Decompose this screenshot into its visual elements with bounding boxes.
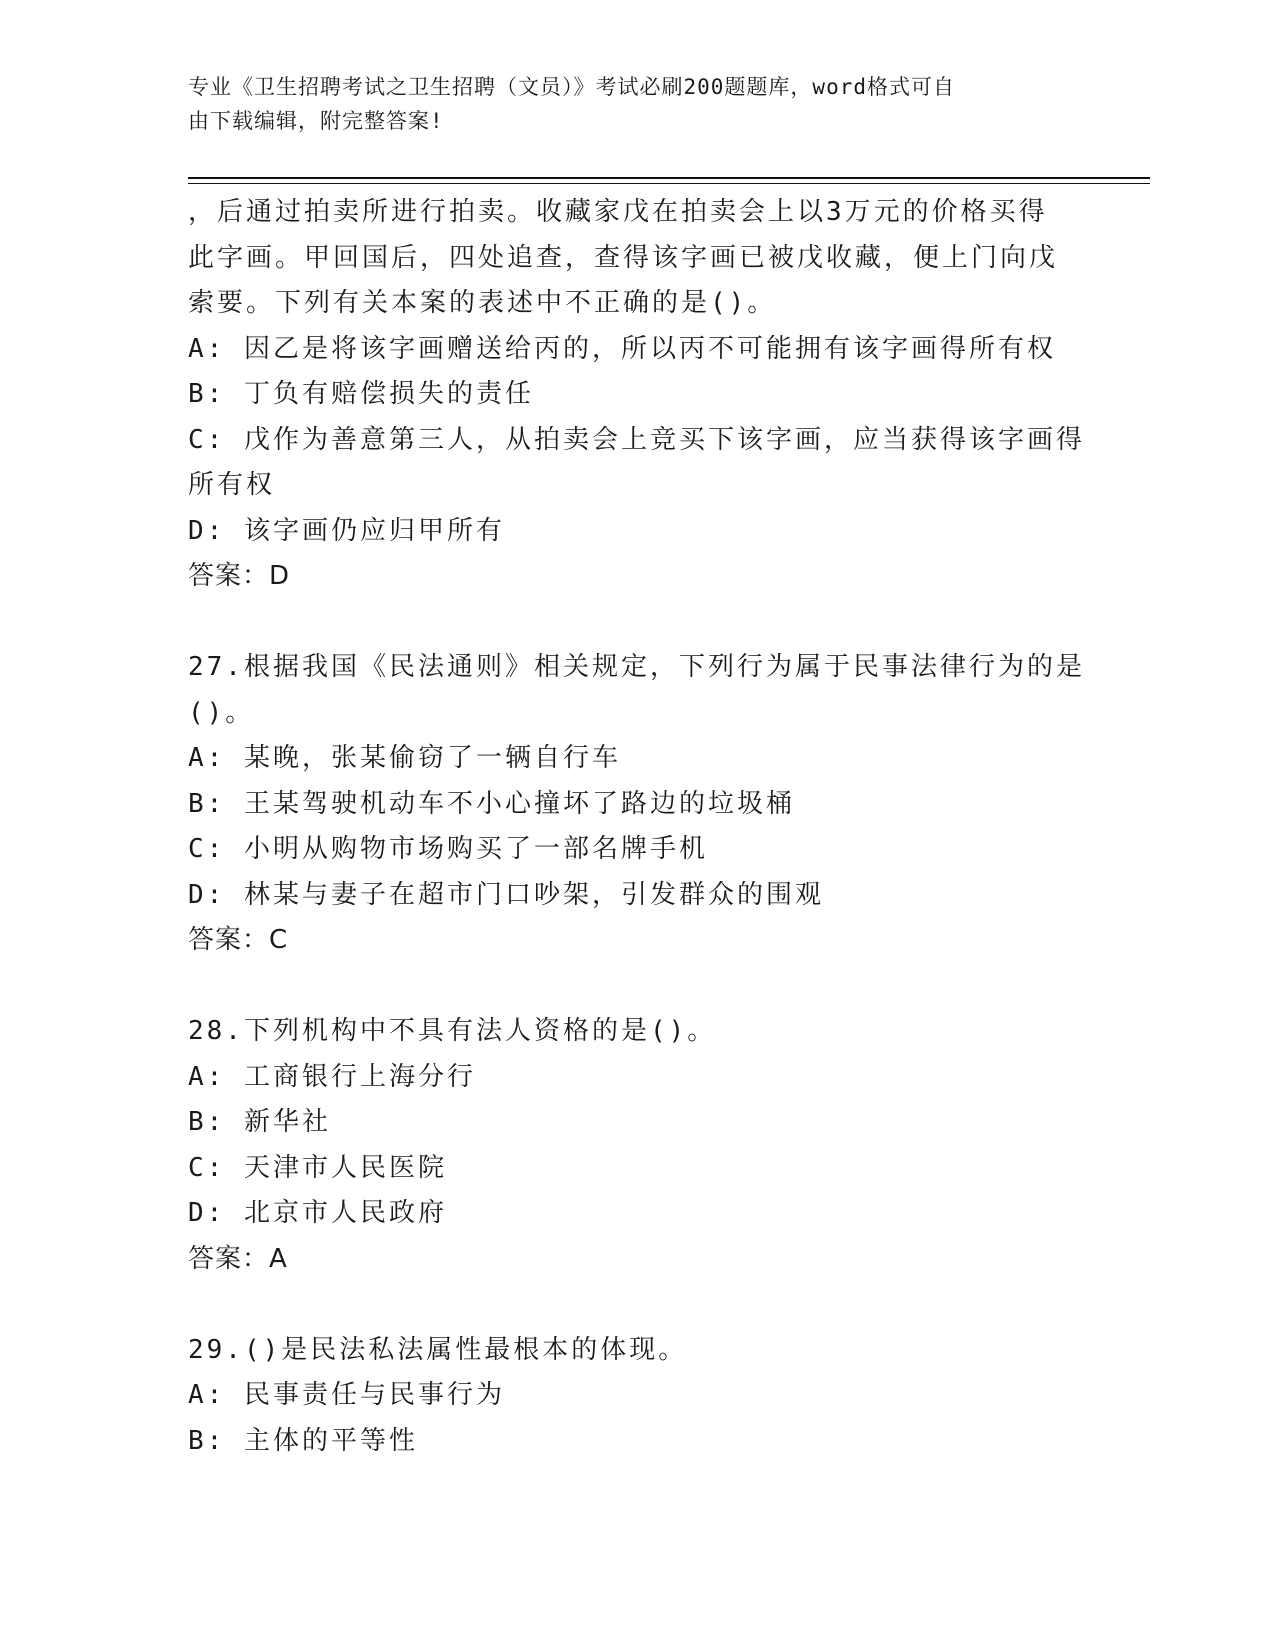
option-a: A: 民事责任与民事行为 [188, 1380, 505, 1410]
option-b: B: 新华社 [188, 1107, 331, 1137]
option-c-continued: 所有权 [188, 470, 276, 500]
spacer [188, 600, 1088, 646]
header-rule-thin [188, 183, 1150, 184]
answer: 答案：D [188, 561, 291, 591]
question-text-line: 29.()是民法私法属性最根本的体现。 [188, 1334, 688, 1365]
spacer [188, 964, 1088, 1010]
question-text-line: 28.下列机构中不具有法人资格的是()。 [188, 1016, 717, 1046]
question-content [188, 190, 1088, 1464]
header-rule-thick [188, 177, 1150, 179]
question-text-line: 索要。下列有关本案的表述中不正确的是()。 [188, 288, 777, 318]
option-c: C: 戊作为善意第三人，从拍卖会上竞买下该字画，应当获得该字画得 [188, 424, 1085, 455]
spacer [188, 1282, 1088, 1328]
option-d: D: 该字画仍应归甲所有 [188, 515, 505, 546]
question-26-continued [188, 190, 1088, 600]
header-line-2: 由下载编辑，附完整答案! [188, 109, 444, 133]
question-27 [188, 645, 1088, 964]
option-b: B: 主体的平等性 [188, 1425, 418, 1456]
option-c: C: 小明从购物市场购买了一部名牌手机 [188, 834, 708, 864]
option-a: A: 工商银行上海分行 [188, 1061, 476, 1092]
option-b: B: 丁负有赔偿损失的责任 [188, 379, 534, 409]
question-text-line: 27.根据我国《民法通则》相关规定，下列行为属于民事法律行为的是 [188, 652, 1085, 682]
option-c: C: 天津市人民医院 [188, 1152, 447, 1183]
answer: 答案：A [188, 1243, 288, 1274]
option-a: A: 因乙是将该字画赠送给丙的，所以丙不可能拥有该字画得所有权 [188, 333, 1056, 364]
question-text-line: ，后通过拍卖所进行拍卖。收藏家戊在拍卖会上以3万元的价格买得 [188, 197, 1048, 227]
option-a: A: 某晚，张某偷窃了一辆自行车 [188, 743, 621, 773]
option-b: B: 王某驾驶机动车不小心撞坏了路边的垃圾桶 [188, 788, 795, 819]
answer: 答案：C [188, 925, 289, 955]
option-d: D: 北京市人民政府 [188, 1198, 447, 1228]
option-d: D: 林某与妻子在超市门口吵架，引发群众的围观 [188, 879, 824, 910]
question-29 [188, 1328, 1088, 1465]
question-text-line: 此字画。甲回国后，四处追查，查得该字画已被戊收藏，便上门向戊 [188, 242, 1059, 273]
question-text-line: ()。 [188, 697, 255, 728]
header-line-1: 专业《卫生招聘考试之卫生招聘（文员）》考试必刷200题题库，word格式可自 [188, 75, 955, 99]
document-header [188, 70, 1068, 138]
question-28 [188, 1009, 1088, 1282]
